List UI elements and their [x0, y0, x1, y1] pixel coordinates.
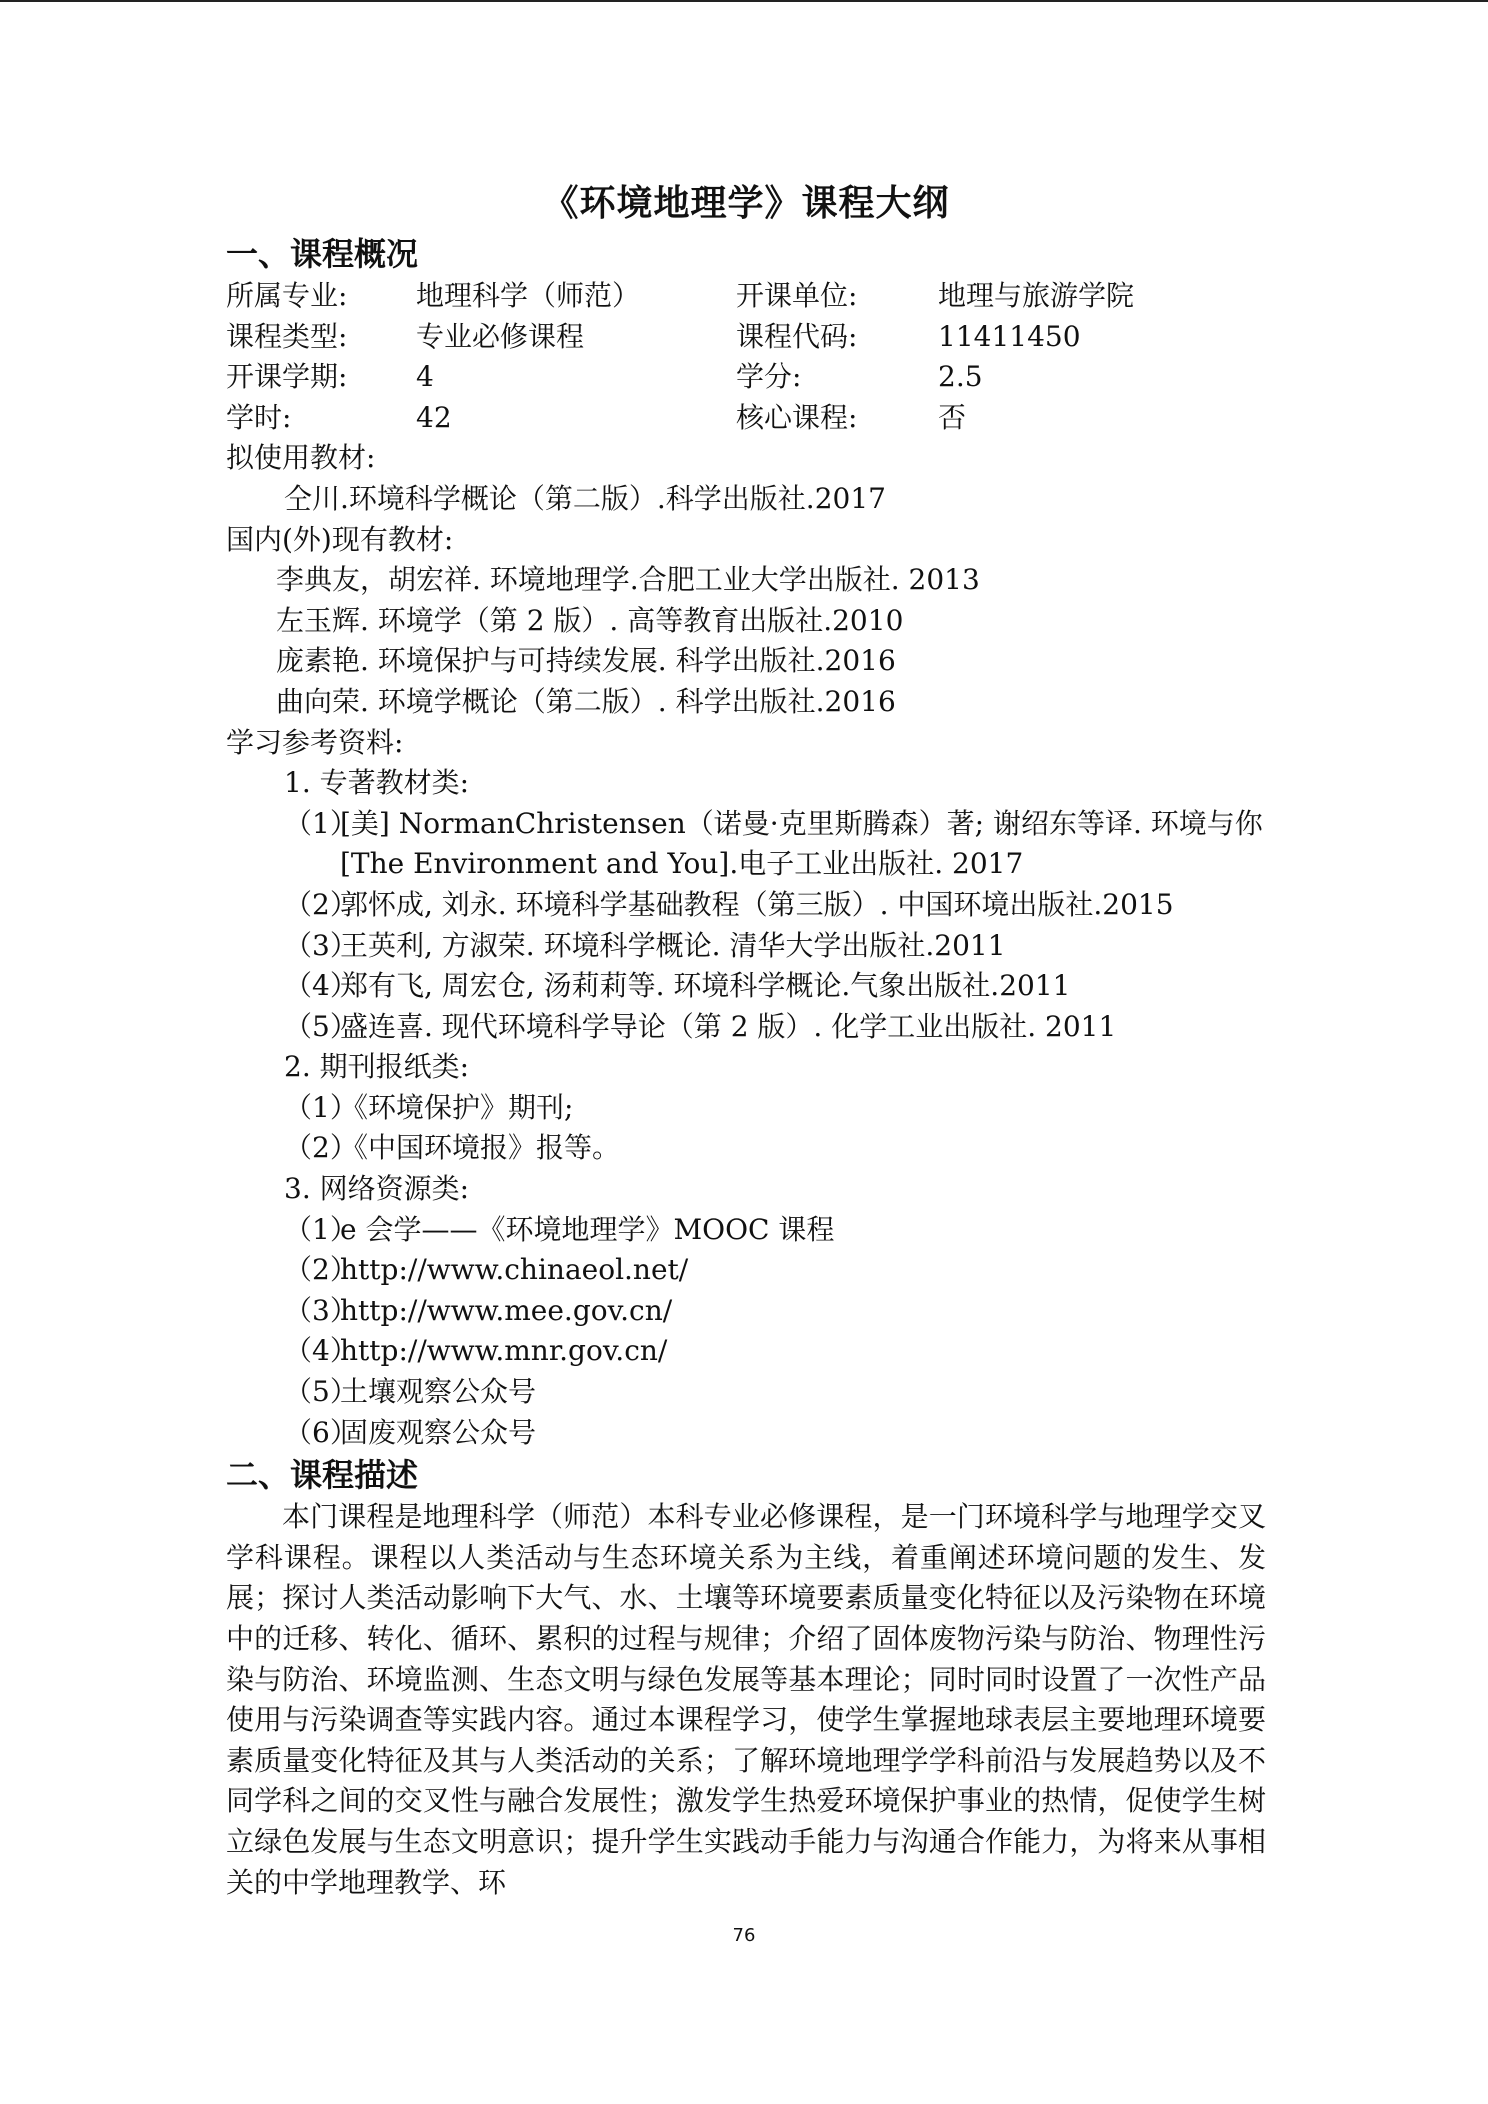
- info-value: 地理与旅游学院: [938, 279, 1135, 312]
- reference-number: （3）: [284, 1293, 358, 1327]
- reference-link: http://www.mee.gov.cn/: [340, 1293, 673, 1327]
- reference-number: （1）: [284, 1212, 358, 1246]
- page-number: 76: [732, 1925, 756, 1946]
- document-title: 《环境地理学》课程大纲: [542, 183, 950, 224]
- reference-link: http://www.mnr.gov.cn/: [340, 1334, 668, 1368]
- info-value: 2.5: [938, 360, 983, 394]
- existing-textbook-entry: 李典友，胡宏祥. 环境地理学.合肥工业大学出版社. 2013: [276, 563, 980, 597]
- reference-item: [226, 804, 1266, 885]
- reference-text: e 会学——《环境地理学》MOOC 课程: [340, 1212, 835, 1246]
- reference-item: [226, 1128, 1266, 1169]
- info-key: 学分:: [736, 360, 802, 394]
- info-value: 11411450: [938, 319, 1081, 353]
- reference-text: [美] NormanChristensen（诺曼·克里斯腾森）著; 谢绍东等译. 环境与你 [The Environment and You].电子工业出版社. 2017: [340, 806, 1263, 881]
- reference-number: （4）: [284, 969, 358, 1003]
- info-key: 课程类型:: [226, 319, 348, 353]
- reference-number: （4）: [284, 1334, 358, 1368]
- reference-number: （5）: [284, 1009, 358, 1043]
- reference-item: [226, 966, 1266, 1007]
- existing-textbook-entry: 左玉辉. 环境学（第 2 版）. 高等教育出版社.2010: [276, 603, 904, 637]
- reference-number: （2）: [284, 887, 358, 921]
- info-row: [226, 398, 1266, 439]
- textbook-entry: 仝川.环境科学概论（第二版）.科学出版社.2017: [284, 481, 886, 515]
- info-key: 开课单位:: [736, 279, 858, 312]
- document-page: [226, 178, 1266, 1903]
- info-key: 课程代码:: [736, 319, 858, 353]
- reference-number: （1）: [284, 1090, 358, 1124]
- reference-item: [226, 1331, 1266, 1372]
- reference-item: [226, 1372, 1266, 1413]
- reference-number: （5）: [284, 1375, 358, 1409]
- reference-number: （6）: [284, 1415, 358, 1449]
- reference-item: [226, 1210, 1266, 1251]
- course-info-table: [226, 276, 1266, 438]
- reference-item: [226, 1250, 1266, 1291]
- info-row: [226, 317, 1266, 358]
- reference-number: （3）: [284, 928, 358, 962]
- reference-link: http://www.chinaeol.net/: [340, 1253, 689, 1287]
- reference-text: 王英利, 方淑荣. 环境科学概论. 清华大学出版社.2011: [340, 928, 1006, 962]
- reference-item: [226, 1291, 1266, 1332]
- reference-text: 固废观察公众号: [340, 1415, 537, 1449]
- info-value: 地理科学（师范）: [416, 279, 641, 312]
- reference-text: 郭怀成, 刘永. 环境科学基础教程（第三版）. 中国环境出版社.2015: [340, 887, 1174, 921]
- reference-item: [226, 885, 1266, 926]
- info-value: 4: [416, 360, 434, 394]
- reference-text: 《环境保护》期刊;: [340, 1090, 574, 1124]
- existing-textbook-entry: 曲向荣. 环境学概论（第二版）. 科学出版社.2016: [276, 684, 896, 718]
- reference-number: （2）: [284, 1131, 358, 1165]
- info-key: 所属专业:: [226, 279, 348, 312]
- reference-text: 郑有飞, 周宏仓, 汤莉莉等. 环境科学概论.气象出版社.2011: [340, 969, 1071, 1003]
- info-value: 否: [938, 400, 967, 434]
- section-heading-description: 二、课程描述: [226, 1456, 419, 1495]
- existing-textbooks-label: 国内(外)现有教材:: [226, 522, 454, 556]
- info-key: 学时:: [226, 400, 292, 434]
- reference-text: 土壤观察公众号: [340, 1375, 537, 1409]
- info-value: 专业必修课程: [416, 319, 585, 353]
- reference-number: （1）: [284, 806, 358, 840]
- reference-item: [226, 1088, 1266, 1129]
- info-value: 42: [416, 400, 452, 434]
- reference-category: 3. 网络资源类:: [284, 1172, 470, 1206]
- info-key: 开课学期:: [226, 360, 348, 394]
- reference-category: 1. 专著教材类:: [284, 766, 470, 800]
- info-row: [226, 276, 1266, 317]
- reference-item: [226, 1007, 1266, 1048]
- reference-item: [226, 926, 1266, 967]
- section-heading-overview: 一、课程概况: [226, 235, 419, 273]
- info-key: 核心课程:: [736, 400, 858, 434]
- reference-category: 2. 期刊报纸类:: [284, 1050, 470, 1084]
- info-row: [226, 357, 1266, 398]
- reference-item: [226, 1413, 1266, 1454]
- reference-text: 《中国环境报》报等。: [340, 1131, 621, 1165]
- course-description-paragraph: 本门课程是地理科学（师范）本科专业必修课程，是一门环境科学与地理学交叉学科课程。课程以人类活动与生态环境关系为主线，着重阐述环境问题的发生、发展；探讨人类活动影响下大气、水、土壤等环境要素质量变化特征以及污染物在环境中的迁移、转化、循环、累积的过程与规律；介绍了固体废物污染与防治、物理性污染与防治、环境监测、生态文明与绿色发展等基本理论；同时同时设置了一次性产品使用与污染调查等实践内容。通过本课程学习，使学生掌握地球表层主要地理环境要素质量变化特征及其与人类活动的关系；了解环境地理学学科前沿与发展趋势以及不同学科之间的交叉性与融合发展性；激发学生热爱环境保护事业的热情，促使学生树立绿色发展与生态文明意识；提升学生实践动手能力与沟通合作能力，为将来从事相关的中学地理教学、环: [226, 1500, 1266, 1899]
- textbook-label: 拟使用教材:: [226, 441, 376, 475]
- existing-textbook-entry: 庞素艳. 环境保护与可持续发展. 科学出版社.2016: [276, 644, 896, 678]
- references-label: 学习参考资料:: [226, 725, 404, 759]
- reference-number: （2）: [284, 1253, 358, 1287]
- page-top-border: [0, 0, 1488, 2]
- reference-text: 盛连喜. 现代环境科学导论（第 2 版）. 化学工业出版社. 2011: [340, 1009, 1117, 1043]
